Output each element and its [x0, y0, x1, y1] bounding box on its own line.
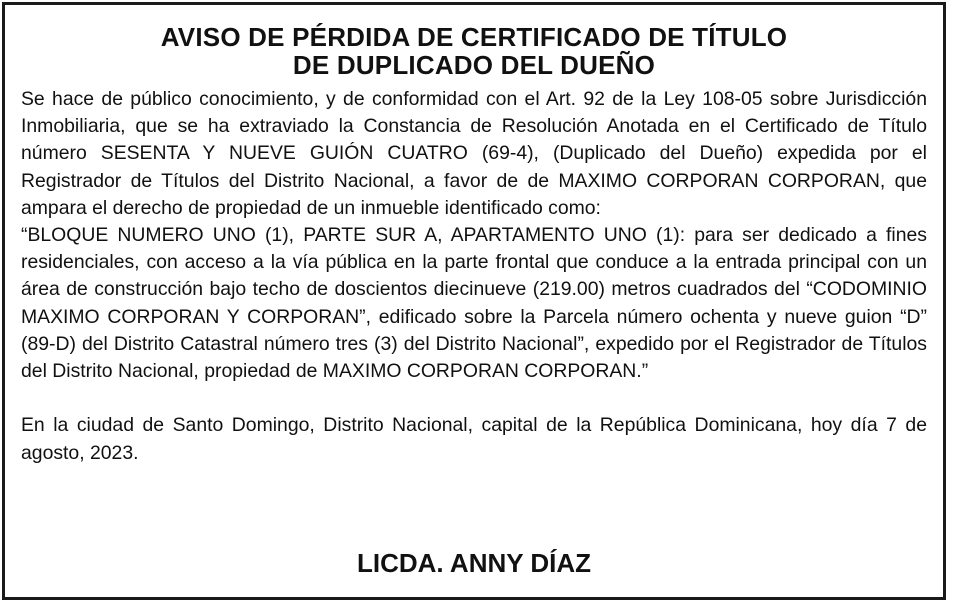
notice-paragraph-property: “BLOQUE NUMERO UNO (1), PARTE SUR A, APARTAMENTO UNO (1): para ser dedicado a fines residenciales, con acceso a la vía pública en la parte frontal que conduce a la entrada principal con un área de construcción bajo techo de doscientos diecinueve (219.00) metros cuadrados del “CODOMINIO MAXIMO CORPORAN Y CORPORAN”, edificado sobre la Parcela número ochenta y nueve guion “D” (89-D) del Distrito Catastral número tres (3) del Distrito Nacional”, expedido por el Registrador de Títulos del Distrito Nacional, propiedad de MAXIMO CORPORAN CORPORAN.”	[21, 224, 927, 383]
notice-title-line-1: AVISO DE PÉRDIDA DE CERTIFICADO DE TÍTULO	[160, 22, 788, 52]
legal-notice	[2, 2, 946, 600]
notice-title-line-2: DE DUPLICADO DEL DUEÑO	[292, 50, 656, 80]
notice-paragraph-date: En la ciudad de Santo Domingo, Distrito Nacional, capital de la República Dominicana, hoy día 7 de agosto, 2023.	[21, 414, 927, 464]
notice-signature: LICDA. ANNY DÍAZ	[357, 548, 591, 578]
notice-paragraph-intro: Se hace de público conocimiento, y de conformidad con el Art. 92 de la Ley 108-05 sobre Jurisdicción Inmobiliaria, que se ha extraviado la Constancia de Resolución Anotada en el Certificado de Título número SESENTA Y NUEVE GUIÓN CUATRO (69-4), (Duplicado del Dueño) expedida por el Registrador de Títulos del Distrito Nacional, a favor de de MAXIMO CORPORAN CORPORAN, que ampara el derecho de propiedad de un inmueble identificado como:	[21, 88, 927, 219]
paragraph-spacer	[21, 385, 927, 412]
notice-body	[21, 86, 927, 467]
notice-title	[5, 23, 943, 79]
